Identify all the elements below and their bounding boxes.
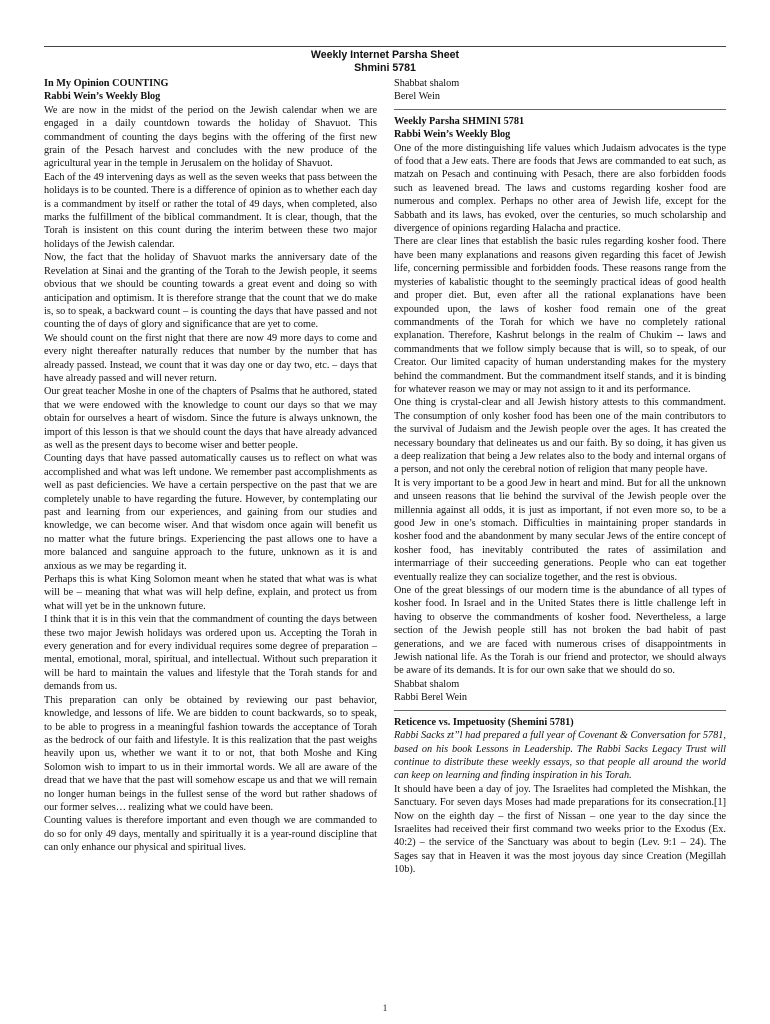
section-intro: Rabbi Sacks zt’’l had prepared a full year of Covenant & Conversation for 5781, based on his book Lessons in Leadership. The Rabbi Sacks Legacy Trust will continue to distribute these weekly essays, so that people all around the world can keep on learning and finding inspiration in his Torah.	[394, 730, 726, 782]
section-title: Weekly Parsha SHMINI 5781	[394, 115, 525, 127]
paragraph: It is very important to be a good Jew in heart and mind. But for all the unknown and unseen reasons that lie behind the survival of the Jewish people over the millennia against all odds, it is just as important, if not even more so, to be a good Jew in one’s stomach. Difficulties in maintaining proper standards in kosher food and the abandonment by many secular Jews of the entire concept of kosher food, has inevitably contributed the rates of assimilation and intermarriage of their succeeding generations. People who can eat together eventually realize they can socialize together, and the rest is obvious.	[394, 477, 726, 583]
paragraph: We should count on the first night that there are now 49 more days to come and every night thereafter naturally reduces that number by the number that has already passed. Instead, we count that it was day one or day two, etc. – days that have already passed and will never return.	[44, 332, 377, 384]
paragraph: There are clear lines that establish the basic rules regarding kosher food. There have been many explanations and reasons given regarding this facet of Jewish life, concerning permissible and forbidden foods. These reasons range from the mysteries of kabalistic thought to the seemingly practical ideas of good health and proper diet. But, even after all the rational explanations have been expounded upon, the laws of kosher food remain one of the great commandments of the Torah for which we have no completely rational explanation. Therefore, Kashrut belongs in the realm of Chukim -- laws and commandments that we follow simply because that is will, so to speak, of our Creator. Our limited capacity of human understanding makes for the mystery behind the commandment. But the commandment itself stands, and it is binding for whatever reason we may or may not assign to it and its performance.	[394, 236, 726, 395]
signoff-name: Berel Wein	[394, 91, 440, 103]
paragraph: Each of the 49 intervening days as well as the seven weeks that pass between the holidays is to be counted. There is a difference of opinion as to whether each day is a commandment by itself or rather the total of 49 days, when completed, also marks the fulfillment of the biblical commandment. It is clear, though, that the Torah is insistent on this count during the interim between these two major holidays of the Jewish calendar.	[44, 171, 377, 250]
document-subtitle: Shmini 5781	[354, 61, 416, 74]
section-title: Reticence vs. Impetuosity (Shemini 5781)	[394, 716, 574, 728]
paragraph: One of the great blessings of our modern time is the abundance of all types of kosher food. In Israel and in the United States there is little challenge left in having to observe the commandments of kosher food. Nevertheless, a large section of the Jewish people still has not broken the bad habit of past generations, and we are faced with numerous crises of disappointments in Jewish national life. As the Torah is our friend and protector, we should always be aware of its demands. It is for our own sake that we should do so.	[394, 585, 726, 677]
section-byline: Rabbi Wein’s Weekly Blog	[394, 129, 511, 141]
paragraph: This preparation can only be obtained by reviewing our past behavior, knowledge, and lessons of life. We are bidden to count backwards, so to speak, to be able to progress in a meaningful fashion towards the acceptance of Torah as the bedrock of our faith and lifestyle. It is this realization that the past weighs heavily upon us, whether we want it to or not, that both Moshe and King Solomon wish to impart to us in their immortal words. We all are aware of the dread that we have that the past will somehow escape us and that we will remain no longer human beings in the fullest sense of the word but rather shadows of our former selves… realizing what we could have been.	[44, 694, 377, 813]
paragraph: One of the more distinguishing life values which Judaism advocates is the type of food that a Jew eats. There are foods that Jews are commanded to eat such, as matzah on Pesach and continuing with Pesach, there are also forbidden foods such as leavened bread. The laws and customs regarding kosher food are numerous and complex. Perhaps no other area of Jewish life, except for the Sabbath and its laws, has evoked, over the centuries, so much scholarship and divergence of opinions regarding Halacha and practice.	[394, 142, 726, 235]
paragraph: We are now in the midst of the period on the Jewish calendar when we are engaged in a daily countdown towards the holiday of Shavuot. This commandment of counting the days begins with the offering of the first new grain of the Pesach harvest and concludes with the new produce of the agricultural year in the temple in Jerusalem on the holiday of Shavuot.	[44, 104, 377, 170]
page-number: 1	[382, 1003, 388, 1013]
header-rule	[44, 46, 726, 47]
article-title: In My Opinion COUNTING	[44, 78, 169, 89]
paragraph: Now, the fact that the holiday of Shavuot marks the anniversary date of the Revelation at Sinai and the granting of the Torah to the Jewish people, it seems obvious that we should be counting towards a great event and doing so with anticipation and optimism. It is therefore strange that the count that we do make is, so to speak, a backward count – is counting the days that have passed and not counting the of days of glory and significance that are yet to come.	[44, 252, 377, 331]
paragraph: One thing is crystal-clear and all Jewish history attests to this commandment. The consumption of only kosher food has been one of the main contributors to the survival of Judaism and the Jewish people over the ages. It has created the necessary boundary that delineates us and our faith. By so doing, it has given us a deep realization that being a Jew relates also to the body and internal organs of a person, and not only the cerebral notion of religion that many people have.	[394, 397, 726, 476]
section-divider	[394, 710, 726, 711]
paragraph: Counting days that have passed automatically causes us to reflect on what was accomplished and what was left undone. We remember past accomplishments as well as past deficiencies. We have a certain perspective on the past that we are completely unable to have regarding the future. However, by contemplating our past and learning from our experiences, and gaining from our studies and knowledge, we can become wiser. And that wisdom once again will benefit us no matter what the future brings. Experiencing the past allows one to have a more balanced and sanguine approach to the future, unknown as it is and anxious as we may be regarding it.	[44, 453, 377, 572]
section-divider	[394, 109, 726, 110]
article-byline: Rabbi Wein’s Weekly Blog	[44, 91, 161, 103]
signoff-name: Rabbi Berel Wein	[394, 692, 467, 704]
document-title: Weekly Internet Parsha Sheet	[310, 49, 460, 61]
right-column	[394, 77, 726, 877]
paragraph: Counting values is therefore important and even though we are commanded to do so for only 49 days, mentally and spiritually it is a year-round discipline that can only enhance our physical and spiritual lives.	[44, 815, 377, 854]
signoff-greeting: Shabbat shalom	[394, 678, 460, 690]
paragraph: I think that it is in this vein that the commandment of counting the days between these two major Jewish holidays was ordered upon us. Accepting the Torah in every generation and for every individual requires some degree of preparation – mental, emotional, moral, spiritual, and intellectual. Without such preparation it will be hard to maintain the values and lifestyle that the Torah stands for and demands from us.	[44, 614, 377, 693]
signoff-greeting: Shabbat shalom	[394, 78, 460, 89]
left-column	[44, 77, 377, 855]
paragraph: It should have been a day of joy. The Israelites had completed the Mishkan, the Sanctuary. For seven days Moses had made preparations for its consecration.[1] Now on the eighth day – the first of Nissan – one year to the day since the Israelites had received their first command two weeks prior to the Exodus (Ex. 40:2) – the service of the Sanctuary was about to begin (Lev. 9:1 – 24). The Sages say that in Heaven it was the most joyous day since Creation (Megillah 10b).	[394, 783, 726, 876]
document-header	[44, 49, 726, 74]
paragraph: Perhaps this is what King Solomon meant when he stated that what was is what will be – meaning that what was will help define, explain, and protect us from what will yet be in the unknown future.	[44, 574, 377, 612]
paragraph: Our great teacher Moshe in one of the chapters of Psalms that he authored, stated that we were endowed with the knowledge to count our days so that we may obtain for ourselves a heart of wisdom. Since the future is always unknown, the import of this lesson is that we should count the days that have already advanced as well as the present days to become wiser and better people.	[44, 386, 377, 451]
